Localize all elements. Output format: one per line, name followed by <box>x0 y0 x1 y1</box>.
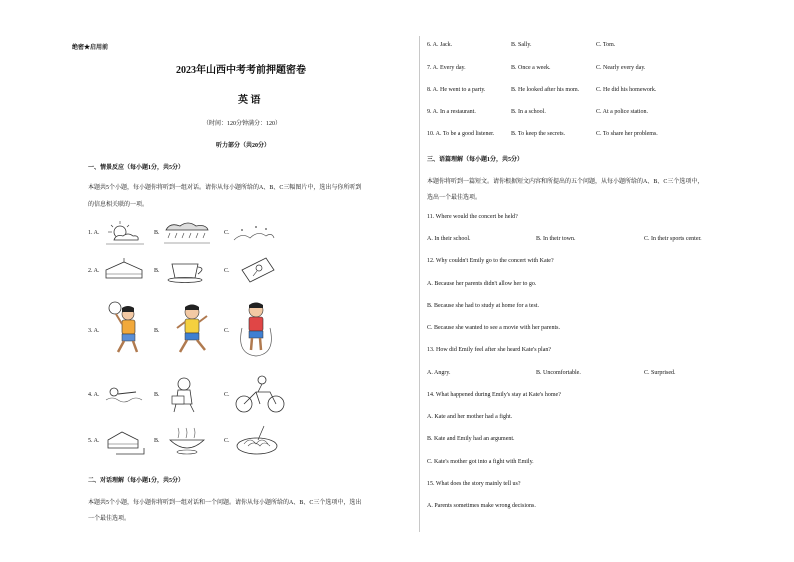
section1-instruction: 本题共5个小题，每小题你将听到一组对话。请你从每小题所给的A、B、C三幅图片中，选出与你所听到 <box>88 185 362 191</box>
flower-card-icon <box>238 256 278 284</box>
option-a: 9. A. In a restaurant. <box>427 109 476 115</box>
question-15: 15. What does the story mainly tell us? <box>427 481 521 487</box>
option-b: B. In a school. <box>511 109 546 115</box>
option-a: 6. A. Jack. <box>427 42 453 48</box>
q11-option-c: C. In their sports center. <box>644 236 702 242</box>
boy-jump-rope-icon <box>234 298 278 360</box>
question-number: 1. A. <box>88 230 100 236</box>
swimmer-icon <box>102 384 148 406</box>
section3-instruction-cont: 选出一个最佳选项。 <box>427 195 482 201</box>
option-b-label: B. <box>154 392 160 398</box>
cake-slices-icon <box>104 426 148 456</box>
option-b: B. Sally. <box>511 42 532 48</box>
cake-slice-icon <box>102 258 146 284</box>
q13-option-a: A. Angry. <box>427 370 451 376</box>
section2-heading: 二、对话理解（每小题1分，共5分） <box>88 478 185 484</box>
q11-option-a: A. In their school. <box>427 236 471 242</box>
option-c-label: C. <box>224 268 230 274</box>
question-14: 14. What happened during Emily's stay at Kate's home? <box>427 392 561 398</box>
rain-cloud-icon <box>162 220 212 246</box>
page-title: 2023年山西中考考前押题密卷 <box>176 65 306 76</box>
option-c-label: C. <box>224 438 230 444</box>
option-c: C. To share her problems. <box>596 131 658 137</box>
cyclist-icon <box>234 374 286 414</box>
teacup-icon <box>164 258 210 284</box>
option-c-label: C. <box>224 392 230 398</box>
snowy-ground-icon <box>232 222 276 246</box>
option-b: B. Once a week. <box>511 65 551 71</box>
question-number: 2. A. <box>88 268 100 274</box>
question-13: 13. How did Emily feel after she heard Kate's plan? <box>427 347 552 353</box>
option-c: C. At a police station. <box>596 109 648 115</box>
soup-bowl-icon <box>164 426 210 456</box>
option-c: C. Tom. <box>596 42 616 48</box>
section1-instruction-cont: 的信息相关联的一项。 <box>88 202 149 208</box>
q13-option-b: B. Uncomfortable. <box>536 370 581 376</box>
section2-instruction-cont: 一个最佳选项。 <box>88 516 131 522</box>
section3-instruction: 本题你将听到一篇短文。请你根据短文内容和所提出的五个问题，从每小题所给的A、B、C三个选项中， <box>427 179 704 185</box>
option-a: 7. A. Every day. <box>427 65 466 71</box>
option-b-label: B. <box>154 268 160 274</box>
boy-reading-icon <box>164 374 208 414</box>
q12-option-c: C. Because she wanted to see a movie with her parents. <box>427 325 560 331</box>
boy-running-icon <box>172 300 212 358</box>
q11-option-b: B. In their town. <box>536 236 576 242</box>
section3-heading: 三、语篇理解（每小题1分，共5分） <box>427 157 524 163</box>
confidential-label: 绝密★启用前 <box>72 45 109 51</box>
option-c-label: C. <box>224 230 230 236</box>
q13-option-c: C. Surprised. <box>644 370 676 376</box>
q12-option-b: B. Because she had to study at home for a test. <box>427 303 539 309</box>
option-b: B. To keep the secrets. <box>511 131 566 137</box>
section1-heading: 一、情景反应（每小题1分，共5分） <box>88 165 185 171</box>
option-a: 10. A. To be a good listener. <box>427 131 495 137</box>
question-number: 5. A. <box>88 438 100 444</box>
section2-instruction: 本题共5个小题，每小题你将听到一组对话和一个问题。请你从每小题所给的A、B、C三个选项中，选出 <box>88 500 362 506</box>
option-c: C. He did his homework. <box>596 87 657 93</box>
option-b-label: B. <box>154 328 160 334</box>
column-divider <box>419 36 420 532</box>
q14-option-b: B. Kate and Emily had an argument. <box>427 436 515 442</box>
option-c: C. Nearly every day. <box>596 65 646 71</box>
q14-option-c: C. Kate's mother got into a fight with Emily. <box>427 459 534 465</box>
question-11: 11. Where would the concert be held? <box>427 214 518 220</box>
listening-part-heading: 听力部分（共20分） <box>216 143 271 149</box>
q14-option-a: A. Kate and her mother had a fight. <box>427 414 513 420</box>
option-b-label: B. <box>154 230 160 236</box>
sun-cloud-icon <box>104 220 146 246</box>
option-c-label: C. <box>224 328 230 334</box>
q15-option-a: A. Parents sometimes make wrong decisions. <box>427 503 536 509</box>
option-b-label: B. <box>154 438 160 444</box>
boy-tennis-icon <box>104 300 148 358</box>
question-number: 4. A. <box>88 392 100 398</box>
q12-option-a: A. Because her parents didn't allow her to go. <box>427 281 537 287</box>
noodles-plate-icon <box>234 424 280 458</box>
option-a: 8. A. He went to a party. <box>427 87 486 93</box>
option-b: B. He looked after his mom. <box>511 87 580 93</box>
subject-title: 英 语 <box>238 95 261 106</box>
question-12: 12. Why couldn't Emily go to the concert with Kate? <box>427 258 554 264</box>
time-info: （时间：120分钟满分：120） <box>203 121 282 127</box>
question-number: 3. A. <box>88 328 100 334</box>
